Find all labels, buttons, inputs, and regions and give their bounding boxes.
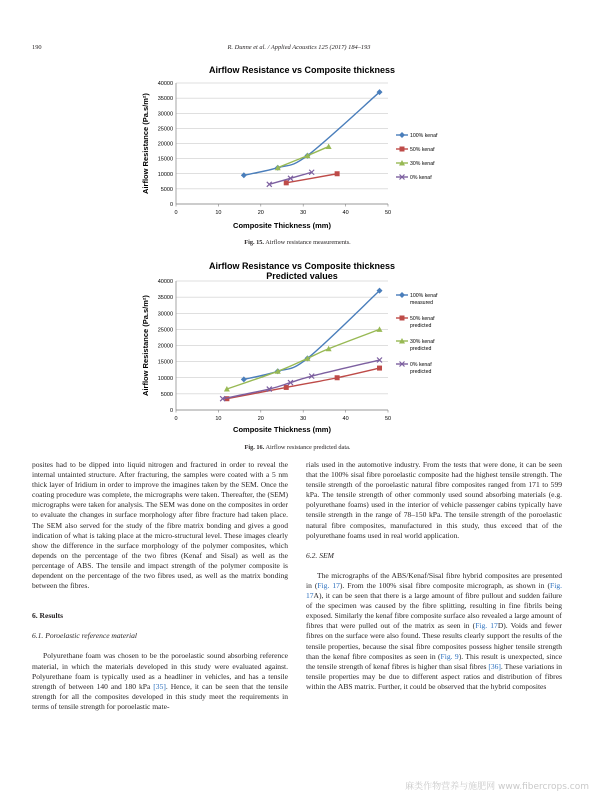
section-6-2-heading: 6.2. SEM <box>306 550 334 560</box>
x-tick-label: 10 <box>215 416 222 422</box>
legend-entry <box>396 160 435 167</box>
fig15-caption-label: Fig. 15. <box>244 239 264 246</box>
legend-entry <box>396 132 438 139</box>
left-paragraph-2 <box>32 651 288 712</box>
fig9-link[interactable]: Fig. 9 <box>440 651 459 661</box>
series-1 <box>241 89 383 178</box>
fig17-link[interactable]: Fig. 17 <box>317 580 340 590</box>
chart-subtitle: Predicted values <box>266 271 338 281</box>
y-tick-label: 40000 <box>157 279 173 285</box>
fig16-chart <box>0 254 595 440</box>
legend-label-line-2: predicted <box>410 369 432 375</box>
right-p2-text-b: ). From the 100% sisal fibre composite micrograph, as shown in ( <box>339 580 551 590</box>
series-1 <box>241 288 383 383</box>
y-tick-label: 20000 <box>157 141 173 148</box>
y-tick-label: 35000 <box>157 96 173 103</box>
legend-entry <box>396 316 435 330</box>
legend-label: 30% kenaf <box>410 161 435 167</box>
series-4 <box>267 170 314 187</box>
right-column <box>306 460 562 692</box>
fig16-caption <box>0 444 595 451</box>
legend-label-line-2: predicted <box>410 323 432 329</box>
legend-label-line-2: predicted <box>410 346 432 352</box>
legend-label: 0% kenaf <box>410 362 432 368</box>
section-6-heading: 6. Results <box>32 611 64 621</box>
y-tick-label: 15000 <box>157 359 173 366</box>
ref-35-link[interactable]: [35] <box>153 681 166 691</box>
legend-entry <box>396 292 438 306</box>
chart-title: Airflow Resistance vs Composite thickness <box>208 261 396 271</box>
left-column <box>32 460 288 712</box>
data-point-marker <box>284 180 289 185</box>
x-tick-label: 10 <box>215 210 222 216</box>
series-line <box>244 92 380 175</box>
fig16-caption-label: Fig. 16. <box>244 444 265 451</box>
x-tick-label: 40 <box>342 416 349 422</box>
x-tick-label: 0 <box>174 210 178 216</box>
series-3 <box>224 326 383 391</box>
y-tick-label: 25000 <box>157 126 173 133</box>
legend-entry <box>396 175 432 182</box>
fig15-chart <box>0 58 595 238</box>
legend-label-line-2: measured <box>410 300 434 306</box>
legend-label: 100% kenaf <box>410 133 438 139</box>
series-2 <box>224 366 382 402</box>
series-line <box>278 147 329 168</box>
series-line <box>227 329 380 389</box>
y-axis-label: Airflow Resistance (Pa.s/m²) <box>141 93 150 194</box>
running-header <box>32 44 566 56</box>
left-p2-text-b: . Hence, it can be seen that the tensile strength for all the composites developed in this study meet the requirements in terms of tensile strength for poroelastic mate- <box>32 681 289 711</box>
fig15-caption-text: Airflow resistance measurements. <box>265 239 351 246</box>
fig16-caption-text: Airflow resistance predicted data. <box>265 444 351 451</box>
x-tick-label: 20 <box>257 210 264 216</box>
left-p2-text-a: Polyurethane foam was chosen to be the poroelastic sound absorbing reference material, in which the materials developed in this study were evaluated against. Polyurethane foam is typically used as a headliner in vehicles, and has a tensile strength of between 140 and 180 kPa <box>32 651 288 691</box>
y-tick-label: 0 <box>169 408 173 414</box>
data-point-marker <box>241 172 247 178</box>
data-point-marker <box>241 376 247 382</box>
y-tick-label: 35000 <box>157 295 173 302</box>
series-3 <box>275 144 332 171</box>
right-p2-text-c: A), it can be seen that there is a large amount of fibre pullout and sudden failure of the specimen was caused by the fibre splitting, resulting in fine fibrils being exposed. Similarly the kenaf fibre composite surface also revealed a large amount of fibres that were pulled out of the matrix as seen in ( <box>306 591 562 631</box>
x-tick-label: 50 <box>384 210 392 216</box>
right-p2-text-e: ). This result is unexpected, since the tensile strength of kenaf fibres is higher than sisal fibres <box>306 651 562 671</box>
legend-label: 100% kenaf <box>410 293 438 299</box>
x-tick-label: 40 <box>342 210 349 216</box>
data-point-marker <box>335 171 340 176</box>
y-tick-label: 5000 <box>160 391 173 398</box>
y-tick-label: 0 <box>169 202 173 208</box>
x-tick-label: 50 <box>384 416 392 422</box>
legend-label: 50% kenaf <box>410 316 435 322</box>
y-tick-label: 15000 <box>157 156 173 163</box>
legend-entry <box>396 147 435 154</box>
fig17a-link[interactable]: Fig. 17 <box>306 580 562 601</box>
y-tick-label: 25000 <box>157 327 173 334</box>
right-p2-text-a: The micrographs of the ABS/Kenaf/Sisal fibre hybrid composites are presented in ( <box>306 570 562 590</box>
y-tick-label: 20000 <box>157 343 173 350</box>
page-number: 190 <box>32 44 42 51</box>
legend-label: 50% kenaf <box>410 147 435 153</box>
series-line <box>286 174 337 183</box>
watermark: 麻类作物营养与施肥网 www.fibercrops.com <box>405 782 589 792</box>
y-axis-label: Airflow Resistance (Pa.s/m²) <box>141 295 150 396</box>
chart-title: Airflow Resistance vs Composite thickness <box>208 65 396 75</box>
series-line <box>244 291 380 380</box>
y-tick-label: 5000 <box>160 186 173 193</box>
legend-label: 0% kenaf <box>410 175 432 181</box>
data-point-marker <box>400 316 405 321</box>
running-head: R. Dunne et al. / Applied Acoustics 125 (2017) 184–193 <box>227 44 371 51</box>
fig17d-link[interactable]: Fig. 17 <box>475 621 498 631</box>
section-6-1-heading: 6.1. Poroelastic reference material <box>32 631 138 641</box>
right-paragraph-2 <box>306 571 562 692</box>
y-tick-label: 10000 <box>157 375 173 382</box>
data-point-marker <box>335 375 340 380</box>
x-tick-label: 30 <box>300 210 307 216</box>
right-p2-text-f: . These variations in tensile properties may be due to different aspect ratios and distribution of fibres within the ABS matrix. Further, it could be observed that the hybrid composites <box>306 661 563 691</box>
fig15-caption <box>0 239 595 246</box>
left-paragraph-1: posites had to be dipped into liquid nitrogen and fractured in order to reveal the internal untainted structure. After fracturing, the samples were coated with a 5 nm thick layer of Iridium in order to improve the imagines taken by the SEM. Once the coating procedure was complete, the micrographs were taken. Thereafter, the (SEM) micrographs were taken for analysis. The SEM was done on the composites in order to evaluate the changes in surface morphology after fibre fracture had taken place. The SEM also served for the study of the fibre matrix bonding and gives a good indication of what is taking place at the micro-structural level. These images clearly show the difference in the surface morphology of the polymer composites, which depends on the percentage of the two fibres (Kenaf and Sisal) as well as the percentage of ABS. The tensile and impact strength of the polymer composite is dependent on the percentage of the two fibres used, as well as the matrix bonding between the fibres. <box>32 460 288 591</box>
x-tick-label: 30 <box>300 416 307 422</box>
legend-entry <box>396 362 432 376</box>
y-tick-label: 10000 <box>157 171 173 178</box>
data-point-marker <box>399 132 405 138</box>
data-point-marker <box>399 292 405 298</box>
right-paragraph-1: rials used in the automotive industry. From the tests that were done, it can be seen that the 100% sisal fibre poroelastic composite had the highest tensile strength. The tensile strength of the poroelastic natural fibre composites ranged from 171 to 599 kPa. The tensile strength of other commonly used sound absorbing materials (e.g. polyurethane foams) used in the interior of vehicle passenger cabins typically have tensile strength in the range of 78–150 kPa. The tensile strength of the poroelastic natural fibre composites, manufactured in this study, thus exceed that of the polyurethane foams used in real world application. <box>306 460 562 540</box>
data-point-marker <box>284 385 289 390</box>
x-tick-label: 0 <box>174 416 178 422</box>
x-axis-label: Composite Thickness (mm) <box>233 221 331 230</box>
legend-label: 30% kenaf <box>410 339 435 345</box>
y-tick-label: 30000 <box>157 111 173 118</box>
data-point-marker <box>377 366 382 371</box>
x-tick-label: 20 <box>257 416 264 422</box>
data-point-marker <box>326 144 332 150</box>
y-tick-label: 40000 <box>157 81 173 87</box>
ref-36-link[interactable]: [36] <box>488 661 501 671</box>
x-axis-label: Composite Thickness (mm) <box>233 425 331 434</box>
y-tick-label: 30000 <box>157 311 173 318</box>
right-p2-text-d: D). Voids and fewer fibres on the surface were also found. These results clearly support the results of the tensile properties, because the sisal fibre composites possess higher tensile strength than the kenaf fibre composites as seen in ( <box>306 621 562 661</box>
data-point-marker <box>400 147 405 152</box>
legend-entry <box>396 338 435 352</box>
